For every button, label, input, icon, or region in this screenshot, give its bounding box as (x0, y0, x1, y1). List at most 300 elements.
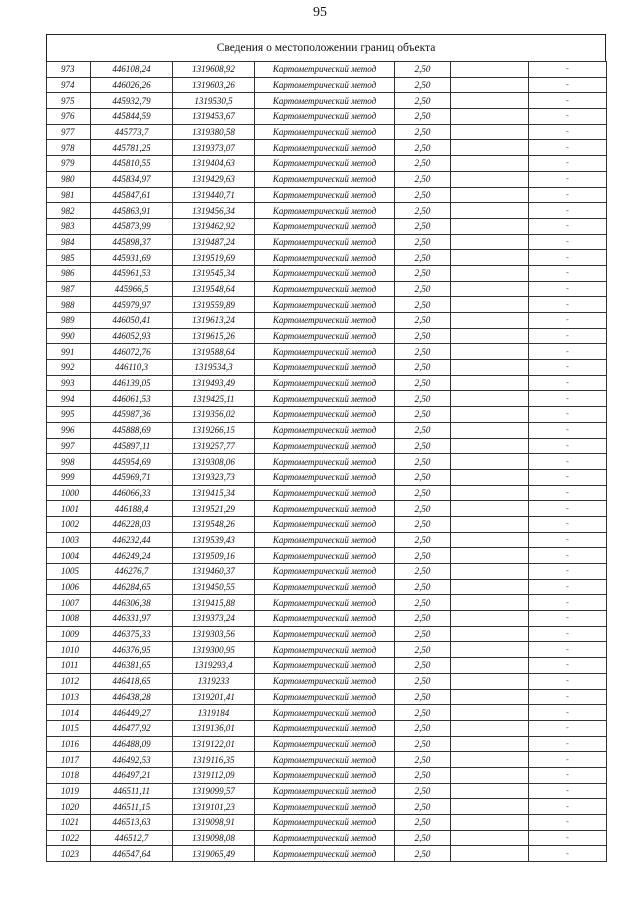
point-number-cell: 1021 (47, 815, 91, 831)
coord-y-cell: 1319615,26 (173, 328, 255, 344)
coord-y-cell: 1319136,01 (173, 720, 255, 736)
note-cell (451, 799, 529, 815)
point-number-cell: 991 (47, 344, 91, 360)
coord-y-cell: 1319462,92 (173, 218, 255, 234)
point-number-cell: 993 (47, 375, 91, 391)
dash-mark-cell: - (529, 140, 607, 156)
dash-mark-cell: - (529, 658, 607, 674)
dash-mark-cell: - (529, 642, 607, 658)
coord-y-cell: 1319101,23 (173, 799, 255, 815)
accuracy-cell: 2,50 (395, 830, 451, 846)
accuracy-cell: 2,50 (395, 469, 451, 485)
table-row (47, 705, 607, 721)
accuracy-cell: 2,50 (395, 815, 451, 831)
dash-mark-cell: - (529, 454, 607, 470)
dash-mark-cell: - (529, 313, 607, 329)
point-number-cell: 983 (47, 218, 91, 234)
method-cell: Картометрический метод (255, 297, 395, 313)
table-row (47, 62, 607, 78)
note-cell (451, 532, 529, 548)
note-cell (451, 579, 529, 595)
accuracy-cell: 2,50 (395, 124, 451, 140)
point-number-cell: 978 (47, 140, 91, 156)
dash-mark-cell: - (529, 297, 607, 313)
point-number-cell: 1010 (47, 642, 91, 658)
accuracy-cell: 2,50 (395, 328, 451, 344)
table-row (47, 344, 607, 360)
coord-x-cell: 446438,28 (91, 689, 173, 705)
coord-y-cell: 1319373,24 (173, 611, 255, 627)
point-number-cell: 999 (47, 469, 91, 485)
coord-y-cell: 1319487,24 (173, 234, 255, 250)
table-row (47, 422, 607, 438)
table-row (47, 297, 607, 313)
note-cell (451, 611, 529, 627)
note-cell (451, 407, 529, 423)
note-cell (451, 752, 529, 768)
dash-mark-cell: - (529, 234, 607, 250)
dash-mark-cell: - (529, 720, 607, 736)
coord-y-cell: 1319065,49 (173, 846, 255, 862)
dash-mark-cell: - (529, 422, 607, 438)
note-cell (451, 234, 529, 250)
dash-mark-cell: - (529, 689, 607, 705)
point-number-cell: 984 (47, 234, 91, 250)
accuracy-cell: 2,50 (395, 265, 451, 281)
method-cell: Картометрический метод (255, 830, 395, 846)
coord-y-cell: 1319613,24 (173, 313, 255, 329)
note-cell (451, 438, 529, 454)
accuracy-cell: 2,50 (395, 579, 451, 595)
table-row (47, 218, 607, 234)
table-row (47, 579, 607, 595)
accuracy-cell: 2,50 (395, 516, 451, 532)
method-cell: Картометрический метод (255, 328, 395, 344)
coord-y-cell: 1319308,06 (173, 454, 255, 470)
method-cell: Картометрический метод (255, 62, 395, 78)
method-cell: Картометрический метод (255, 109, 395, 125)
page-number: 95 (313, 5, 327, 20)
dash-mark-cell: - (529, 830, 607, 846)
table-row (47, 830, 607, 846)
accuracy-cell: 2,50 (395, 752, 451, 768)
coord-x-cell: 446376,95 (91, 642, 173, 658)
note-cell (451, 767, 529, 783)
method-cell: Картометрический метод (255, 485, 395, 501)
table-row (47, 611, 607, 627)
table-row (47, 689, 607, 705)
table-row (47, 77, 607, 93)
dash-mark-cell: - (529, 250, 607, 266)
note-cell (451, 265, 529, 281)
coord-x-cell: 446139,05 (91, 375, 173, 391)
table-row (47, 642, 607, 658)
point-number-cell: 990 (47, 328, 91, 344)
table-row (47, 564, 607, 580)
note-cell (451, 469, 529, 485)
dash-mark-cell: - (529, 156, 607, 172)
accuracy-cell: 2,50 (395, 689, 451, 705)
coord-x-cell: 446232,44 (91, 532, 173, 548)
dash-mark-cell: - (529, 281, 607, 297)
table-row (47, 720, 607, 736)
dash-mark-cell: - (529, 77, 607, 93)
point-number-cell: 1014 (47, 705, 91, 721)
coord-y-cell: 1319440,71 (173, 187, 255, 203)
dash-mark-cell: - (529, 407, 607, 423)
table-row (47, 171, 607, 187)
point-number-cell: 1007 (47, 595, 91, 611)
coord-y-cell: 1319257,77 (173, 438, 255, 454)
note-cell (451, 705, 529, 721)
coord-y-cell: 1319588,64 (173, 344, 255, 360)
coord-x-cell: 446066,33 (91, 485, 173, 501)
point-number-cell: 979 (47, 156, 91, 172)
accuracy-cell: 2,50 (395, 109, 451, 125)
dash-mark-cell: - (529, 187, 607, 203)
method-cell: Картометрический метод (255, 250, 395, 266)
coord-y-cell: 1319233 (173, 673, 255, 689)
point-number-cell: 986 (47, 265, 91, 281)
method-cell: Картометрический метод (255, 422, 395, 438)
table-row (47, 767, 607, 783)
dash-mark-cell: - (529, 171, 607, 187)
method-cell: Картометрический метод (255, 564, 395, 580)
coord-y-cell: 1319099,57 (173, 783, 255, 799)
coord-x-cell: 445969,71 (91, 469, 173, 485)
accuracy-cell: 2,50 (395, 313, 451, 329)
coord-y-cell: 1319548,26 (173, 516, 255, 532)
accuracy-cell: 2,50 (395, 438, 451, 454)
accuracy-cell: 2,50 (395, 250, 451, 266)
note-cell (451, 548, 529, 564)
dash-mark-cell: - (529, 109, 607, 125)
coord-y-cell: 1319545,34 (173, 265, 255, 281)
point-number-cell: 973 (47, 62, 91, 78)
method-cell: Картометрический метод (255, 579, 395, 595)
coord-y-cell: 1319323,73 (173, 469, 255, 485)
coord-x-cell: 446497,21 (91, 767, 173, 783)
table-row (47, 815, 607, 831)
method-cell: Картометрический метод (255, 218, 395, 234)
dash-mark-cell: - (529, 705, 607, 721)
accuracy-cell: 2,50 (395, 407, 451, 423)
table-row (47, 391, 607, 407)
section-title: Сведения о местоположении границ объекта (46, 34, 606, 61)
method-cell: Картометрический метод (255, 658, 395, 674)
coord-y-cell: 1319453,67 (173, 109, 255, 125)
coord-y-cell: 1319519,69 (173, 250, 255, 266)
coord-x-cell: 446331,97 (91, 611, 173, 627)
point-number-cell: 980 (47, 171, 91, 187)
method-cell: Картометрический метод (255, 360, 395, 376)
point-number-cell: 996 (47, 422, 91, 438)
coord-y-cell: 1319603,26 (173, 77, 255, 93)
table-row (47, 516, 607, 532)
accuracy-cell: 2,50 (395, 140, 451, 156)
point-number-cell: 1009 (47, 626, 91, 642)
coord-y-cell: 1319201,41 (173, 689, 255, 705)
note-cell (451, 658, 529, 674)
note-cell (451, 140, 529, 156)
accuracy-cell: 2,50 (395, 485, 451, 501)
coord-y-cell: 1319460,37 (173, 564, 255, 580)
table-row (47, 595, 607, 611)
accuracy-cell: 2,50 (395, 564, 451, 580)
note-cell (451, 124, 529, 140)
accuracy-cell: 2,50 (395, 297, 451, 313)
dash-mark-cell: - (529, 328, 607, 344)
point-number-cell: 1016 (47, 736, 91, 752)
accuracy-cell: 2,50 (395, 658, 451, 674)
method-cell: Картометрический метод (255, 673, 395, 689)
dash-mark-cell: - (529, 815, 607, 831)
coord-x-cell: 445931,69 (91, 250, 173, 266)
coord-y-cell: 1319493,49 (173, 375, 255, 391)
point-number-cell: 981 (47, 187, 91, 203)
table-row (47, 658, 607, 674)
coord-y-cell: 1319425,11 (173, 391, 255, 407)
table-row (47, 375, 607, 391)
method-cell: Картометрический метод (255, 767, 395, 783)
dash-mark-cell: - (529, 673, 607, 689)
method-cell: Картометрический метод (255, 799, 395, 815)
dash-mark-cell: - (529, 203, 607, 219)
table-row (47, 234, 607, 250)
coord-x-cell: 446050,41 (91, 313, 173, 329)
coord-y-cell: 1319373,07 (173, 140, 255, 156)
accuracy-cell: 2,50 (395, 391, 451, 407)
accuracy-cell: 2,50 (395, 799, 451, 815)
note-cell (451, 689, 529, 705)
table-row (47, 265, 607, 281)
method-cell: Картометрический метод (255, 752, 395, 768)
table-row (47, 485, 607, 501)
coord-x-cell: 446511,15 (91, 799, 173, 815)
coord-x-cell: 446477,92 (91, 720, 173, 736)
point-number-cell: 995 (47, 407, 91, 423)
point-number-cell: 1023 (47, 846, 91, 862)
method-cell: Картометрический метод (255, 375, 395, 391)
coord-x-cell: 446511,11 (91, 783, 173, 799)
dash-mark-cell: - (529, 736, 607, 752)
point-number-cell: 1019 (47, 783, 91, 799)
dash-mark-cell: - (529, 93, 607, 109)
coord-x-cell: 445873,99 (91, 218, 173, 234)
method-cell: Картометрический метод (255, 77, 395, 93)
point-number-cell: 1015 (47, 720, 91, 736)
point-number-cell: 1002 (47, 516, 91, 532)
coord-x-cell: 446061,53 (91, 391, 173, 407)
coord-x-cell: 446072,76 (91, 344, 173, 360)
coord-x-cell: 446449,27 (91, 705, 173, 721)
dash-mark-cell: - (529, 626, 607, 642)
table-row (47, 156, 607, 172)
note-cell (451, 297, 529, 313)
accuracy-cell: 2,50 (395, 767, 451, 783)
coord-x-cell: 446488,09 (91, 736, 173, 752)
note-cell (451, 830, 529, 846)
method-cell: Картометрический метод (255, 391, 395, 407)
method-cell: Картометрический метод (255, 344, 395, 360)
method-cell: Картометрический метод (255, 124, 395, 140)
coord-y-cell: 1319380,58 (173, 124, 255, 140)
note-cell (451, 391, 529, 407)
note-cell (451, 485, 529, 501)
accuracy-cell: 2,50 (395, 62, 451, 78)
note-cell (451, 218, 529, 234)
dash-mark-cell: - (529, 218, 607, 234)
table-row (47, 93, 607, 109)
point-number-cell: 994 (47, 391, 91, 407)
accuracy-cell: 2,50 (395, 234, 451, 250)
method-cell: Картометрический метод (255, 736, 395, 752)
coord-x-cell: 445897,11 (91, 438, 173, 454)
dash-mark-cell: - (529, 579, 607, 595)
accuracy-cell: 2,50 (395, 642, 451, 658)
note-cell (451, 783, 529, 799)
dash-mark-cell: - (529, 375, 607, 391)
table-row (47, 187, 607, 203)
accuracy-cell: 2,50 (395, 454, 451, 470)
dash-mark-cell: - (529, 360, 607, 376)
note-cell (451, 109, 529, 125)
method-cell: Картометрический метод (255, 469, 395, 485)
method-cell: Картометрический метод (255, 626, 395, 642)
table-row (47, 548, 607, 564)
method-cell: Картометрический метод (255, 156, 395, 172)
dash-mark-cell: - (529, 438, 607, 454)
point-number-cell: 977 (47, 124, 91, 140)
point-number-cell: 1003 (47, 532, 91, 548)
accuracy-cell: 2,50 (395, 548, 451, 564)
dash-mark-cell: - (529, 265, 607, 281)
coord-y-cell: 1319450,55 (173, 579, 255, 595)
dash-mark-cell: - (529, 391, 607, 407)
coord-x-cell: 446381,65 (91, 658, 173, 674)
point-number-cell: 1004 (47, 548, 91, 564)
accuracy-cell: 2,50 (395, 360, 451, 376)
dash-mark-cell: - (529, 752, 607, 768)
dash-mark-cell: - (529, 62, 607, 78)
point-number-cell: 987 (47, 281, 91, 297)
coord-x-cell: 445987,36 (91, 407, 173, 423)
accuracy-cell: 2,50 (395, 375, 451, 391)
accuracy-cell: 2,50 (395, 673, 451, 689)
coord-y-cell: 1319559,89 (173, 297, 255, 313)
coord-y-cell: 1319303,56 (173, 626, 255, 642)
accuracy-cell: 2,50 (395, 203, 451, 219)
coordinates-table (46, 61, 607, 862)
coord-y-cell: 1319098,08 (173, 830, 255, 846)
coord-x-cell: 446375,33 (91, 626, 173, 642)
point-number-cell: 1008 (47, 611, 91, 627)
method-cell: Картометрический метод (255, 265, 395, 281)
method-cell: Картометрический метод (255, 171, 395, 187)
method-cell: Картометрический метод (255, 501, 395, 517)
coord-x-cell: 445961,53 (91, 265, 173, 281)
accuracy-cell: 2,50 (395, 532, 451, 548)
coord-y-cell: 1319415,34 (173, 485, 255, 501)
note-cell (451, 328, 529, 344)
coord-y-cell: 1319116,35 (173, 752, 255, 768)
coord-y-cell: 1319404,63 (173, 156, 255, 172)
point-number-cell: 1001 (47, 501, 91, 517)
accuracy-cell: 2,50 (395, 611, 451, 627)
accuracy-cell: 2,50 (395, 846, 451, 862)
method-cell: Картометрический метод (255, 815, 395, 831)
table-row (47, 501, 607, 517)
note-cell (451, 454, 529, 470)
table-row (47, 109, 607, 125)
method-cell: Картометрический метод (255, 234, 395, 250)
point-number-cell: 997 (47, 438, 91, 454)
point-number-cell: 1022 (47, 830, 91, 846)
accuracy-cell: 2,50 (395, 156, 451, 172)
note-cell (451, 736, 529, 752)
table-row (47, 140, 607, 156)
accuracy-cell: 2,50 (395, 93, 451, 109)
coord-x-cell: 445834,97 (91, 171, 173, 187)
method-cell: Картометрический метод (255, 595, 395, 611)
accuracy-cell: 2,50 (395, 77, 451, 93)
point-number-cell: 1012 (47, 673, 91, 689)
coord-x-cell: 445966,5 (91, 281, 173, 297)
table-row (47, 328, 607, 344)
coordinates-table-body (47, 62, 607, 862)
table-row (47, 313, 607, 329)
coord-x-cell: 446249,24 (91, 548, 173, 564)
dash-mark-cell: - (529, 485, 607, 501)
accuracy-cell: 2,50 (395, 501, 451, 517)
coord-x-cell: 445781,25 (91, 140, 173, 156)
table-row (47, 407, 607, 423)
accuracy-cell: 2,50 (395, 595, 451, 611)
coord-y-cell: 1319534,3 (173, 360, 255, 376)
point-number-cell: 1006 (47, 579, 91, 595)
dash-mark-cell: - (529, 595, 607, 611)
coord-x-cell: 446110,3 (91, 360, 173, 376)
method-cell: Картометрический метод (255, 548, 395, 564)
coord-x-cell: 446513,63 (91, 815, 173, 831)
method-cell: Картометрический метод (255, 532, 395, 548)
coord-y-cell: 1319266,15 (173, 422, 255, 438)
coord-x-cell: 446188,4 (91, 501, 173, 517)
note-cell (451, 171, 529, 187)
coord-x-cell: 445888,69 (91, 422, 173, 438)
table-row (47, 783, 607, 799)
method-cell: Картометрический метод (255, 705, 395, 721)
table-row (47, 752, 607, 768)
table-row (47, 846, 607, 862)
coord-x-cell: 446492,53 (91, 752, 173, 768)
note-cell (451, 313, 529, 329)
note-cell (451, 156, 529, 172)
method-cell: Картометрический метод (255, 407, 395, 423)
note-cell (451, 595, 529, 611)
method-cell: Картометрический метод (255, 140, 395, 156)
coord-x-cell: 446547,64 (91, 846, 173, 862)
table-row (47, 124, 607, 140)
coord-y-cell: 1319356,02 (173, 407, 255, 423)
coord-x-cell: 445898,37 (91, 234, 173, 250)
note-cell (451, 375, 529, 391)
coord-x-cell: 445979,97 (91, 297, 173, 313)
method-cell: Картометрический метод (255, 642, 395, 658)
point-number-cell: 985 (47, 250, 91, 266)
coord-y-cell: 1319429,63 (173, 171, 255, 187)
note-cell (451, 187, 529, 203)
